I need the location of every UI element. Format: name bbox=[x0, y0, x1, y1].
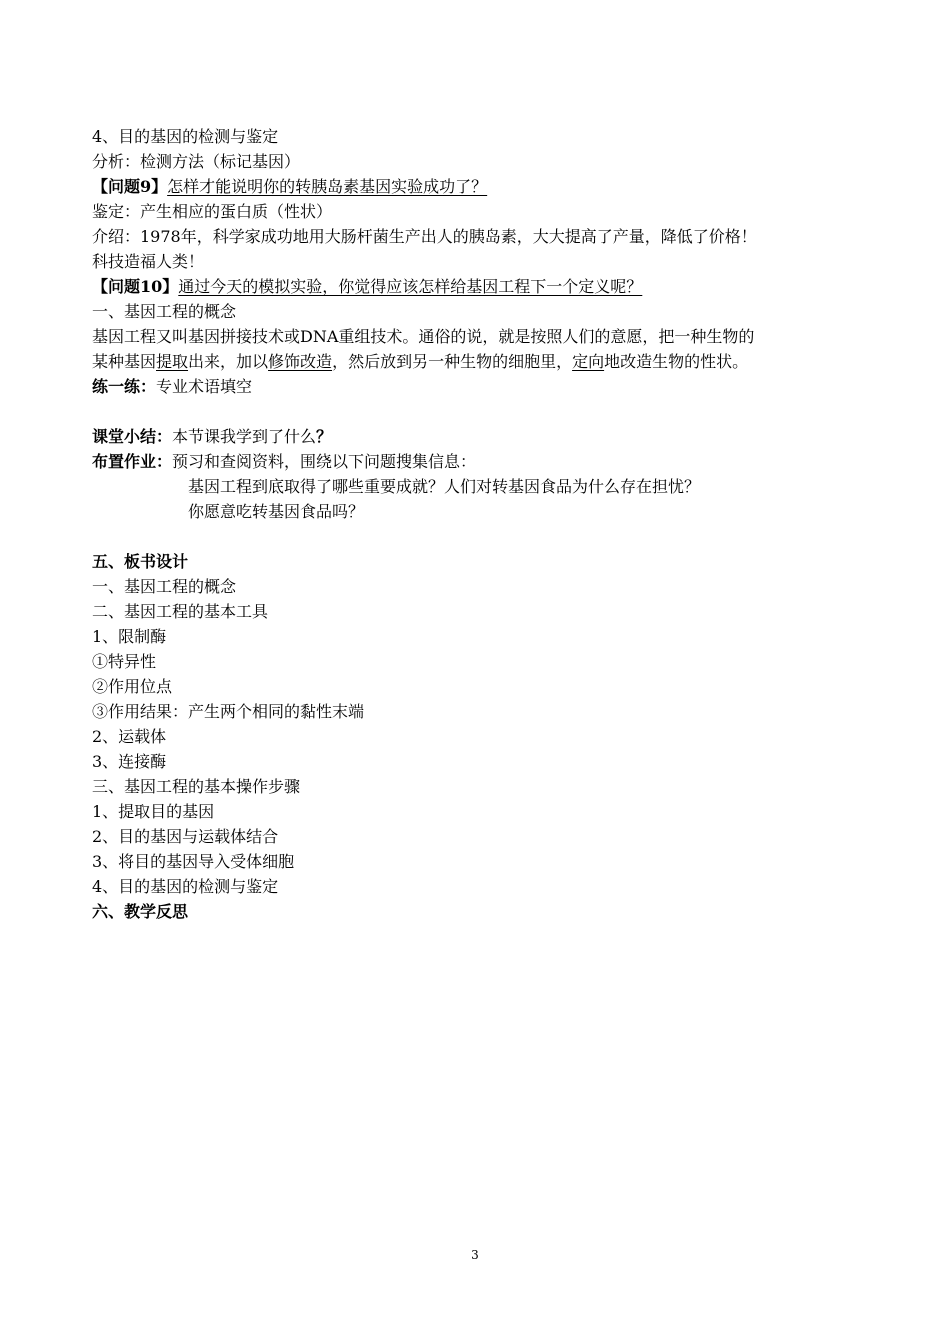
section-heading: 4、目的基因的检测与鉴定 bbox=[92, 127, 279, 146]
definition-line-1: 基因工程又叫基因拼接技术或DNA重组技术。通俗的说，就是按照人们的意愿，把一种生物的 bbox=[92, 327, 755, 346]
homework-line bbox=[92, 449, 872, 474]
keyword-modify: 修饰改造 bbox=[268, 352, 333, 371]
board-item: 3、将目的基因导入受体细胞 bbox=[92, 852, 295, 871]
identify-line: 鉴定：产生相应的蛋白质（性状） bbox=[92, 202, 333, 221]
question-9 bbox=[92, 174, 872, 199]
board-item: 2、目的基因与运载体结合 bbox=[92, 827, 279, 846]
board-item: 3、连接酶 bbox=[92, 752, 167, 771]
question-9-text: 怎样才能说明你的转胰岛素基因实验成功了？ bbox=[167, 177, 488, 196]
concept-heading: 一、基因工程的概念 bbox=[92, 302, 237, 321]
question-10 bbox=[92, 274, 872, 299]
question-9-label: 【问题9】 bbox=[92, 177, 168, 196]
keyword-directed: 定向 bbox=[572, 352, 605, 371]
summary-question-mark: ？ bbox=[316, 427, 333, 446]
homework-label: 布置作业： bbox=[92, 452, 173, 471]
definition-text: 出来，加以 bbox=[188, 352, 269, 371]
spacer bbox=[92, 524, 872, 549]
keyword-extract: 提取 bbox=[156, 352, 189, 371]
intro-line-1: 介绍：1978年，科学家成功地用大肠杆菌生产出人的胰岛素，大大提高了产量，降低了价格！ bbox=[92, 227, 757, 246]
board-item: 2、运载体 bbox=[92, 727, 167, 746]
intro-line-2: 科技造福人类！ bbox=[92, 252, 205, 271]
reflection-heading: 六、教学反思 bbox=[92, 902, 189, 921]
spacer bbox=[92, 399, 872, 424]
definition-text: 地改造生物的性状。 bbox=[604, 352, 749, 371]
board-item: 1、提取目的基因 bbox=[92, 802, 215, 821]
practice-text: 专业术语填空 bbox=[156, 377, 253, 396]
page-number: 3 bbox=[471, 1248, 479, 1262]
question-10-text: 通过今天的模拟实验，你觉得应该怎样给基因工程下一个定义呢？ bbox=[178, 277, 643, 296]
practice-label: 练一练： bbox=[92, 377, 157, 396]
board-item: 1、限制酶 bbox=[92, 627, 167, 646]
board-design-heading: 五、板书设计 bbox=[92, 552, 189, 571]
board-item: ③作用结果：产生两个相同的黏性末端 bbox=[92, 702, 365, 721]
board-item: ②作用位点 bbox=[92, 677, 173, 696]
analysis-line: 分析：检测方法（标记基因） bbox=[92, 152, 301, 171]
homework-text: 预习和查阅资料，围绕以下问题搜集信息： bbox=[172, 452, 477, 471]
question-10-label: 【问题10】 bbox=[92, 277, 179, 296]
definition-text: 某种基因 bbox=[92, 352, 157, 371]
board-item: 一、基因工程的概念 bbox=[92, 577, 237, 596]
homework-question-1: 基因工程到底取得了哪些重要成就？人们对转基因食品为什么存在担忧？ bbox=[188, 477, 701, 496]
summary-line bbox=[92, 424, 872, 449]
practice-line bbox=[92, 374, 872, 399]
definition-line-2 bbox=[92, 349, 872, 374]
summary-text: 本节课我学到了什么 bbox=[172, 427, 317, 446]
board-item: 三、基因工程的基本操作步骤 bbox=[92, 777, 301, 796]
board-item: ①特异性 bbox=[92, 652, 157, 671]
board-item: 二、基因工程的基本工具 bbox=[92, 602, 269, 621]
summary-label: 课堂小结： bbox=[92, 427, 173, 446]
document-body bbox=[92, 124, 872, 924]
definition-text: ，然后放到另一种生物的细胞里， bbox=[332, 352, 573, 371]
board-item: 4、目的基因的检测与鉴定 bbox=[92, 877, 279, 896]
homework-question-2: 你愿意吃转基因食品吗？ bbox=[188, 502, 365, 521]
